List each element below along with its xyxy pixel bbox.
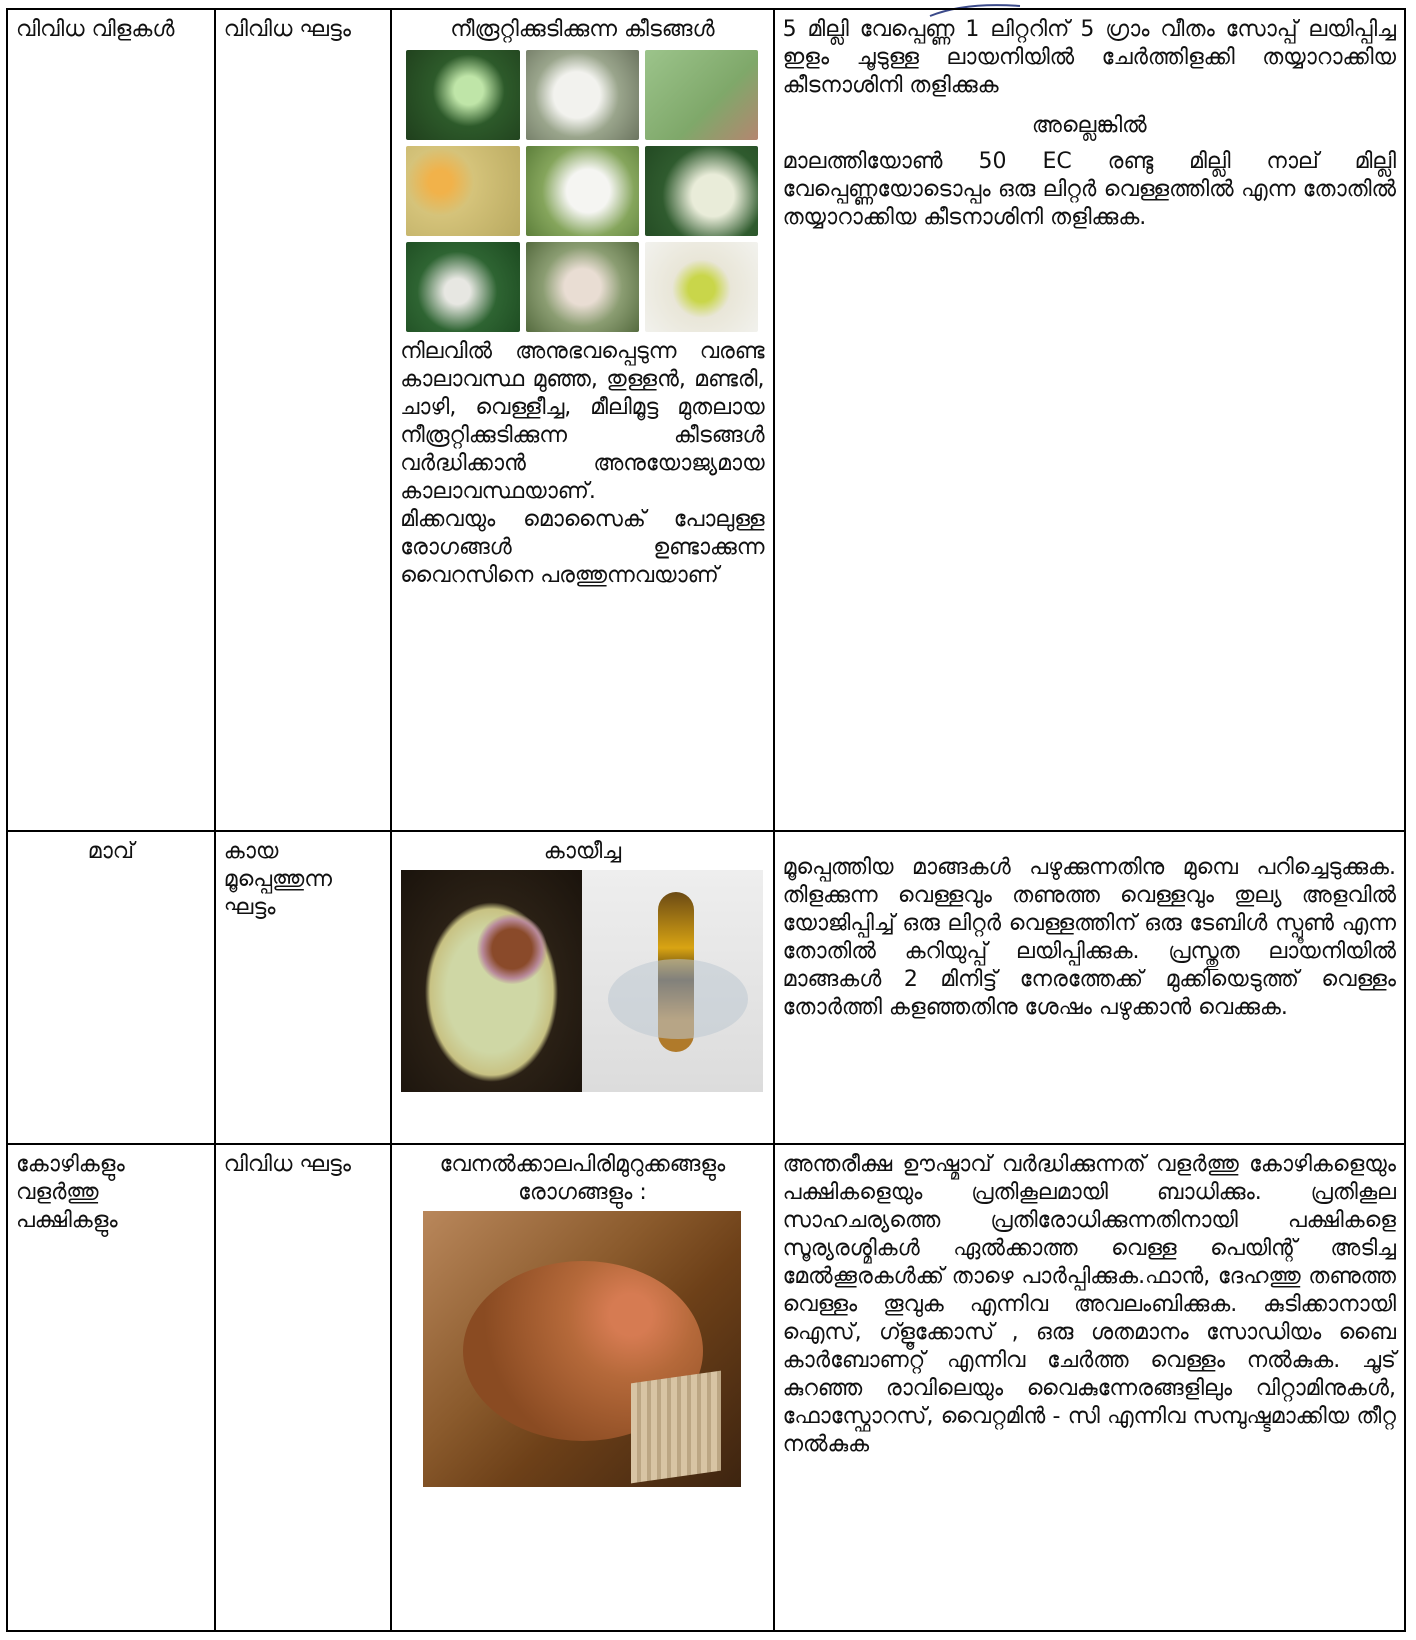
aphid-photo [406, 146, 519, 236]
problem-description-2: മിക്കവയും മൊസൈക് പോലുള്ള രോഗങ്ങൾ ഉണ്ടാക്കുന്ന വൈറസിനെ പരത്തുന്നവയാണ് [400, 507, 765, 588]
stage-cell: കായ മൂപ്പെത്തുന്ന ഘട്ടം [215, 831, 392, 1144]
stage-cell: വിവിധ ഘട്ടം [215, 1144, 392, 1631]
fruit-fly-image [401, 870, 763, 1092]
or-label: അല്ലെങ്കിൽ [1031, 113, 1147, 138]
whitefly-adult-photo [526, 146, 639, 236]
remedy-cell [774, 1144, 1405, 1631]
damaged-mango-photo [401, 870, 582, 1092]
bug-photo [406, 242, 519, 332]
advisory-table [6, 8, 1406, 1632]
remedy-cell [774, 9, 1405, 831]
remedy-text: മൂപ്പെത്തിയ മാങ്ങകൾ പഴുക്കുന്നതിനു മുമ്പെ പറിച്ചെടുക്കുക. തിളക്കുന്ന വെള്ളവും തണുത്ത വെള്ളവും തുല്യ അളവിൽ യോജിപ്പിച്ച് ഒരു ലിറ്റർ വെള്ളത്തിന് ഒരു ടേബിൾ സ്പൂൺ എന്ന തോതിൽ കറിയുപ്പ് ലയിപ്പിക്കുക. പ്രസ്തുത ലായനിയിൽ മാങ്ങകൾ 2 മിനിട്ട് നേരത്തേക്ക് മുക്കിയെടുത്ത് വെള്ളം തോർത്തി കളഞ്ഞതിനു ശേഷം പഴുക്കാൻ വെക്കുക. [782, 855, 1396, 1020]
table-row-various-crops [7, 9, 1405, 831]
table-row-mango [7, 831, 1405, 1144]
hen-image [423, 1211, 741, 1487]
scale-insect-photo [526, 242, 639, 332]
remedy-text: 5 മില്ലി വേപ്പെണ്ണ 1 ലിറ്ററിന് 5 ഗ്രാം വീതം സോപ്പ് ലയിപ്പിച്ച ഇളം ചൂടുള്ള ലായനിയിൽ ചേർത്തിളക്കി തയ്യാറാക്കിയ കീടനാശിനി തളിക്കുക [782, 17, 1396, 98]
whitefly-photo [526, 50, 639, 140]
mealybug-photo [645, 146, 758, 236]
stage-cell: വിവിധ ഘട്ടം [215, 9, 392, 831]
crop-cell: കോഴികളും വളർത്തു പക്ഷികളും [7, 1144, 215, 1631]
mite-damage-photo [645, 50, 758, 140]
problem-cell [391, 1144, 773, 1631]
fruit-fly-photo [582, 870, 763, 1092]
remedy-text-2: മാലത്തിയോൺ 50 EC രണ്ടു മില്ലി നാല് മില്ലി വേപ്പെണ്ണയോടൊപ്പം ഒരു ലിറ്റർ വെള്ളത്തിൽ എന്ന തോതിൽ തയ്യാറാക്കിയ കീടനാശിനി തളിക്കുക. [782, 149, 1396, 230]
crop-cell: മാവ് [7, 831, 215, 1144]
stink-bug-photo [645, 242, 758, 332]
problem-title: നീരൂറ്റിക്കുടിക്കുന്ന കീടങ്ങൾ [450, 17, 715, 42]
crop-cell: വിവിധ വിളകൾ [7, 9, 215, 831]
problem-description: നിലവിൽ അനുഭവപ്പെടുന്ന വരണ്ട കാലാവസ്ഥ മുഞ്ഞ, തുള്ളൻ, മണ്ടരി, ചാഴി, വെള്ളീച്ച, മീലിമൂട്ട മുതലായ നീരൂറ്റിക്കുടിക്കുന്ന കീടങ്ങൾ വർദ്ധിക്കാൻ അനുയോജ്യമായ കാലാവസ്ഥയാണ്. [400, 339, 765, 504]
sucking-pests-image [406, 50, 758, 332]
leafhopper-photo [406, 50, 519, 140]
remedy-text: അന്തരീക്ഷ ഊഷ്മാവ് വർദ്ധിക്കുന്നത് വളർത്തു കോഴികളെയും പക്ഷികളെയും പ്രതികൂലമായി ബാധിക്കും. പ്രതികൂല സാഹചര്യത്തെ പ്രതിരോധിക്കുന്നതിനായി പക്ഷികളെ സൂര്യരശ്മികൾ ഏൽക്കാത്ത വെള്ള പെയിന്റ് അടിച്ച മേൽക്കൂരകൾക്ക് താഴെ പാർപ്പിക്കുക.ഫാൻ, ദേഹത്തു തണുത്ത വെള്ളം തൂവുക എന്നിവ അവലംബിക്കുക. കുടിക്കാനായി ഐസ്, ഗ്ളൂക്കോസ് , ഒരു ശതമാനം സോഡിയം ബൈ കാർബോണറ്റ് എന്നിവ ചേർത്ത വെള്ളം നൽകുക. ചൂട് കുറഞ്ഞ രാവിലെയും വൈകുന്നേരങ്ങളിലും വിറ്റാമിനുകൾ, ഫോസ്ഫോറസ്, വൈറ്റമിൻ - സി എന്നിവ സമ്പുഷ്ടമാക്കിയ തീറ്റ നൽകുക [782, 1152, 1396, 1457]
table-row-poultry [7, 1144, 1405, 1631]
problem-title: കായീച്ച [543, 839, 622, 864]
problem-cell [391, 9, 773, 831]
problem-cell [391, 831, 773, 1144]
remedy-cell [774, 831, 1405, 1144]
problem-title: വേനൽക്കാലപിരിമുറുക്കങ്ങളും രോഗങ്ങളും : [439, 1152, 726, 1205]
